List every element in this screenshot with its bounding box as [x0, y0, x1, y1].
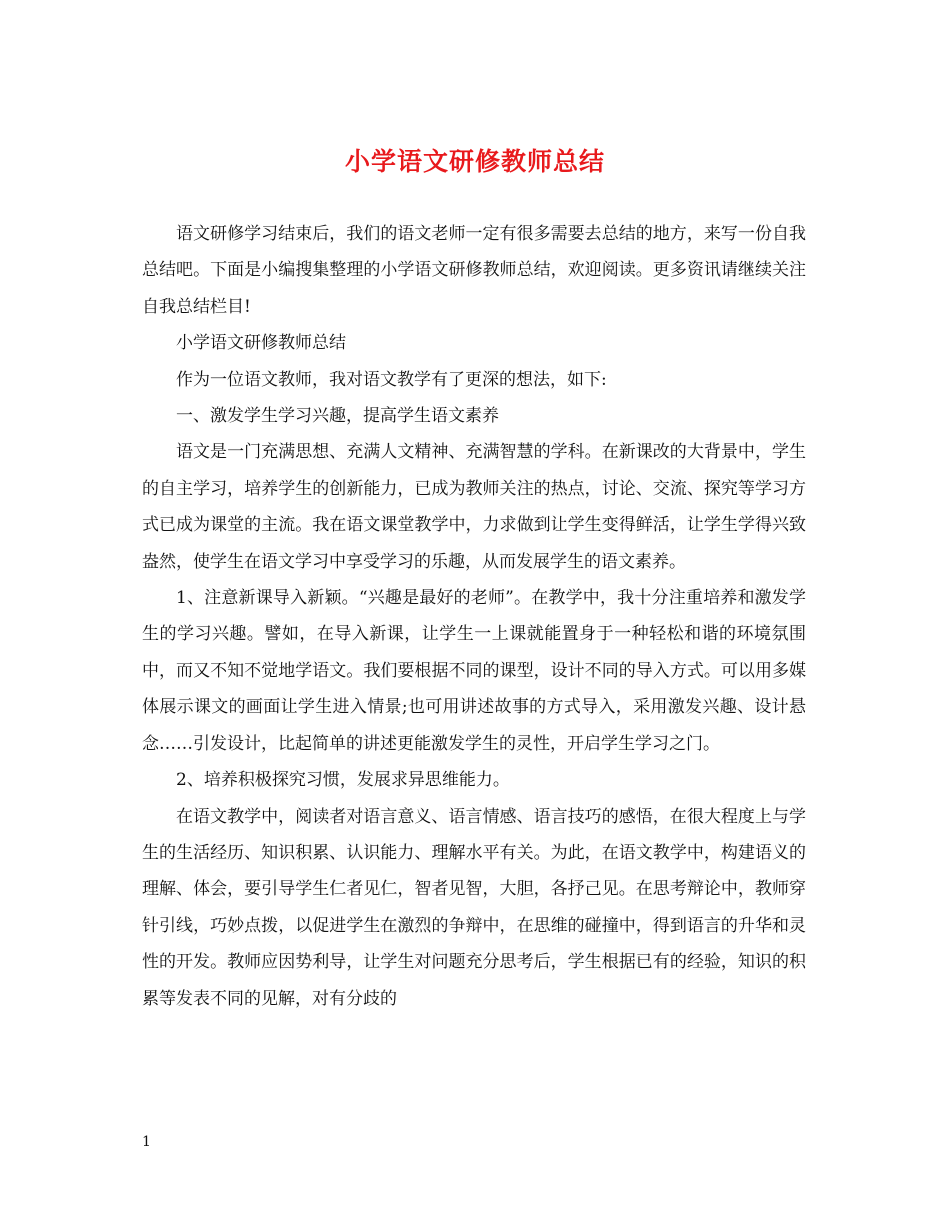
paragraph-section-1: 语文是一门充满思想、充满人文精神、充满智慧的学科。在新课改的大背景中，学生的自主学习，培养学生的创新能力，已成为教师关注的热点，讨论、交流、探究等学习方式已成为课堂的主流。我在语文课堂教学中，力求做到让学生变得鲜活，让学生学得兴致盎然，使学生在语文学习中享受学习的乐趣，从而发展学生的语文素养。 — [142, 442, 806, 572]
paragraph-point-1: 1、注意新课导入新颖。“兴趣是最好的老师”。在教学中，我十分注重培养和激发学生的学习兴趣。譬如，在导入新课，让学生一上课就能置身于一种轻松和谐的环境氛围中，而又不知不觉地学语文。我们要根据不同的课型，设计不同的导入方式。可以用多媒体展示课文的画面让学生进入情景;也可用讲述故事的方式导入，采用激发兴趣、设计悬念……引发设计，比起简单的讲述更能激发学生的灵性，开启学生学习之门。 — [142, 588, 806, 754]
document-body — [142, 216, 806, 1017]
page-number: 1 — [142, 1134, 151, 1150]
paragraph-point-2: 在语文教学中，阅读者对语言意义、语言情感、语言技巧的感悟，在很大程度上与学生的生活经历、知识积累、认识能力、理解水平有关。为此，在语文教学中，构建语义的理解、体会，要引导学生仁者见仁，智者见智，大胆，各抒己见。在思考辩论中，教师穿针引线，巧妙点拨，以促进学生在激烈的争辩中，在思维的碰撞中，得到语言的升华和灵性的开发。教师应因势利导，让学生对问题充分思考后，学生根据已有的经验，知识的积累等发表不同的见解，对有分歧的 — [142, 806, 806, 1009]
paragraph-subtitle: 小学语文研修教师总结 — [176, 333, 346, 354]
paragraph-intro: 语文研修学习结束后，我们的语文老师一定有很多需要去总结的地方，来写一份自我总结吧。下面是小编搜集整理的小学语文研修教师总结，欢迎阅读。更多资讯请继续关注自我总结栏目! — [142, 224, 806, 317]
document-title: 小学语文研修教师总结 — [344, 147, 605, 176]
section-heading-1: 一、激发学生学习兴趣，提高学生语文素养 — [176, 406, 499, 427]
paragraph-point-2-heading: 2、培养积极探究习惯，发展求异思维能力。 — [176, 770, 510, 791]
paragraph-lead: 作为一位语文教师，我对语文教学有了更深的想法，如下: — [176, 369, 607, 390]
